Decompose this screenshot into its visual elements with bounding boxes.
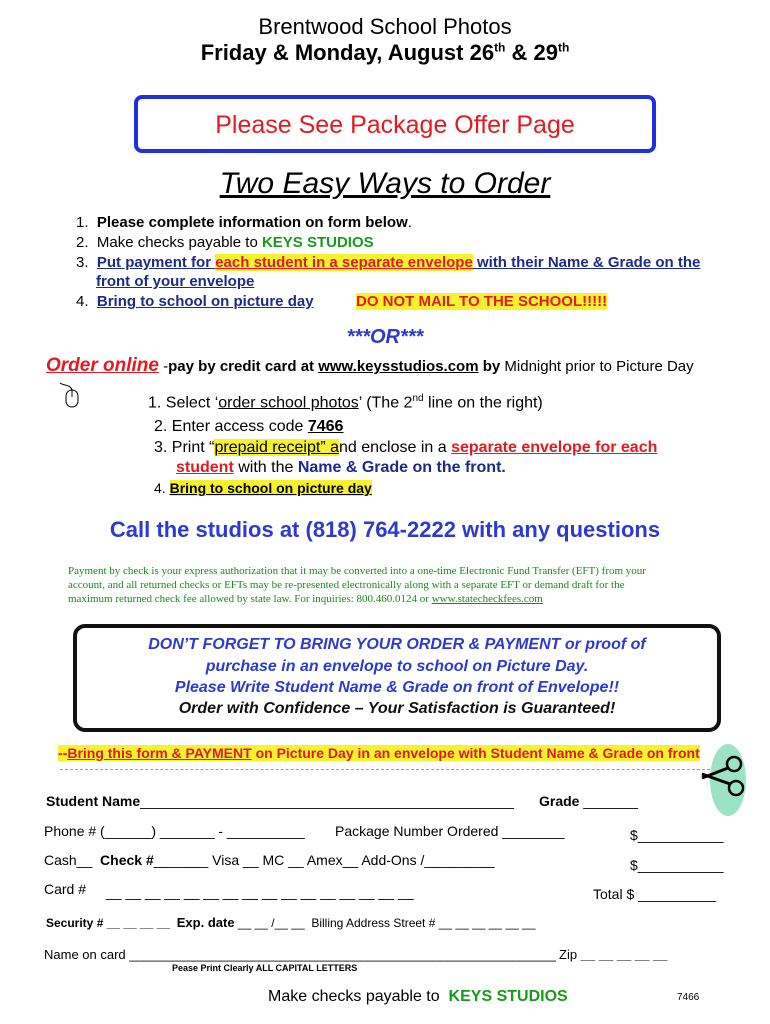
name-on-card-row: Name on card ___________________________________________________________ [44, 947, 556, 962]
online-step-3-cont: student with the Name & Grade on the front. [176, 459, 506, 476]
photo-dates: Friday & Monday, August 26th & 29th [200, 40, 570, 65]
bring-form-line: --Bring this form & PAYMENT on Picture Day in an envelope with Student Name & Grade on front [58, 745, 700, 761]
phone-field[interactable]: Phone # (______) _______ - __________ [44, 823, 305, 839]
or-divider: ***OR*** [346, 326, 424, 348]
package-amount-field[interactable]: $___________ [630, 827, 724, 843]
online-order-line: Order online -pay by credit card at www.keysstudios.com by Midnight prior to Picture Day [46, 355, 694, 376]
footer-code: 7466 [677, 992, 700, 1003]
school-title: Brentwood School Photos [258, 14, 512, 39]
cut-line [60, 769, 730, 770]
billing-address-field[interactable]: Billing Address Street # __ __ __ __ __ __ [311, 916, 536, 930]
print-instruction: Pease Print Clearly ALL CAPITAL LETTERS [172, 963, 358, 973]
exp-date-field[interactable]: __ __ /__ __ [234, 916, 308, 930]
card-type-options[interactable]: Visa __ MC __ Amex__ Add-Ons /_________ [208, 852, 495, 868]
step-4: 4. Bring to school on picture day [76, 293, 314, 310]
scissors-icon [694, 740, 752, 818]
zip-row: Zip __ __ __ __ __ [559, 947, 668, 962]
grade-field[interactable]: _______ [583, 793, 638, 809]
package-offer-box [134, 95, 656, 153]
do-not-mail-warning: DO NOT MAIL TO THE SCHOOL!!!!! [356, 293, 608, 310]
security-code-field[interactable]: Security # __ __ __ __ [46, 916, 171, 930]
check-number-field[interactable]: _______ [153, 852, 209, 868]
step-3: 3. Put payment for each student in a separate envelope with their Name & Grade on the [76, 254, 701, 271]
card-number-field[interactable]: __ __ __ __ __ __ __ __ __ __ __ __ __ __ __ __ [106, 884, 414, 900]
cash-option[interactable]: Cash__ [44, 852, 93, 868]
ways-title: Two Easy Ways to Order [219, 167, 551, 200]
call-studios: Call the studios at (818) 764-2222 with any questions [109, 517, 661, 542]
step-3-cont: front of your envelope [96, 273, 255, 290]
payment-method-row: Cash__ Check #_______ Visa __ MC __ Amex__ Add-Ons /_________ [44, 852, 495, 868]
reminder-line: Order with Confidence – Your Satisfaction is Guaranteed! [178, 700, 616, 717]
reminder-line: Please Write Student Name & Grade on front of Envelope!! [174, 679, 620, 696]
grade-row: Grade _______ [539, 793, 638, 809]
package-offer-text: Please See Package Offer Page [215, 111, 575, 139]
reminder-box [73, 624, 721, 732]
online-step-3: 3. Print “prepaid receipt” and enclose in a separate envelope for each [154, 439, 658, 456]
footer-payable: Make checks payable to KEYS STUDIOS [268, 988, 568, 1005]
name-on-card-field[interactable]: ___________________________________________________________ [129, 947, 556, 962]
card-label: Card # [44, 881, 87, 897]
student-name-field[interactable]: ________________________________________________ [140, 793, 514, 809]
online-step-2: 2. Enter access code 7466 [154, 418, 344, 435]
online-step-4: 4. Bring to school on picture day [154, 480, 372, 496]
reminder-line: purchase in an envelope to school on Picture Day. [205, 658, 589, 675]
package-number-field[interactable]: Package Number Ordered ________ [335, 823, 565, 839]
step-2: 2. Make checks payable to KEYS STUDIOS [76, 234, 374, 251]
zip-field[interactable]: __ __ __ __ __ [577, 947, 668, 962]
student-name-row: Student Name________________________________________________ [46, 793, 514, 809]
check-disclaimer: Payment by check is your express authorization that it may be converted into a one-time Electronic Fund Transfer (EFT) from your account, and all returned checks or EFTs may be re-presented electronically along with a separate EFT or demand draft for the maximum returned check fee allowed by state law. For inquiries: 800.460.0124 or www.statecheckfees.com [68, 565, 646, 605]
mouse-icon [58, 382, 84, 410]
step-1: 1. Please complete information on form below. [76, 214, 412, 231]
statecheckfees-link[interactable]: www.statecheckfees.com [431, 593, 543, 605]
online-step-1: 1. Select ‘order school photos’ (The 2nd line on the right) [148, 393, 543, 412]
total-field[interactable]: Total $ __________ [593, 886, 716, 902]
addons-amount-field[interactable]: $___________ [630, 857, 724, 873]
security-row: Security # __ __ __ __ Exp. date __ __ /__ __ Billing Address Street # __ __ __ __ __ __ [46, 915, 536, 930]
reminder-line: DON’T FORGET TO BRING YOUR ORDER & PAYMENT or proof of [148, 636, 646, 653]
